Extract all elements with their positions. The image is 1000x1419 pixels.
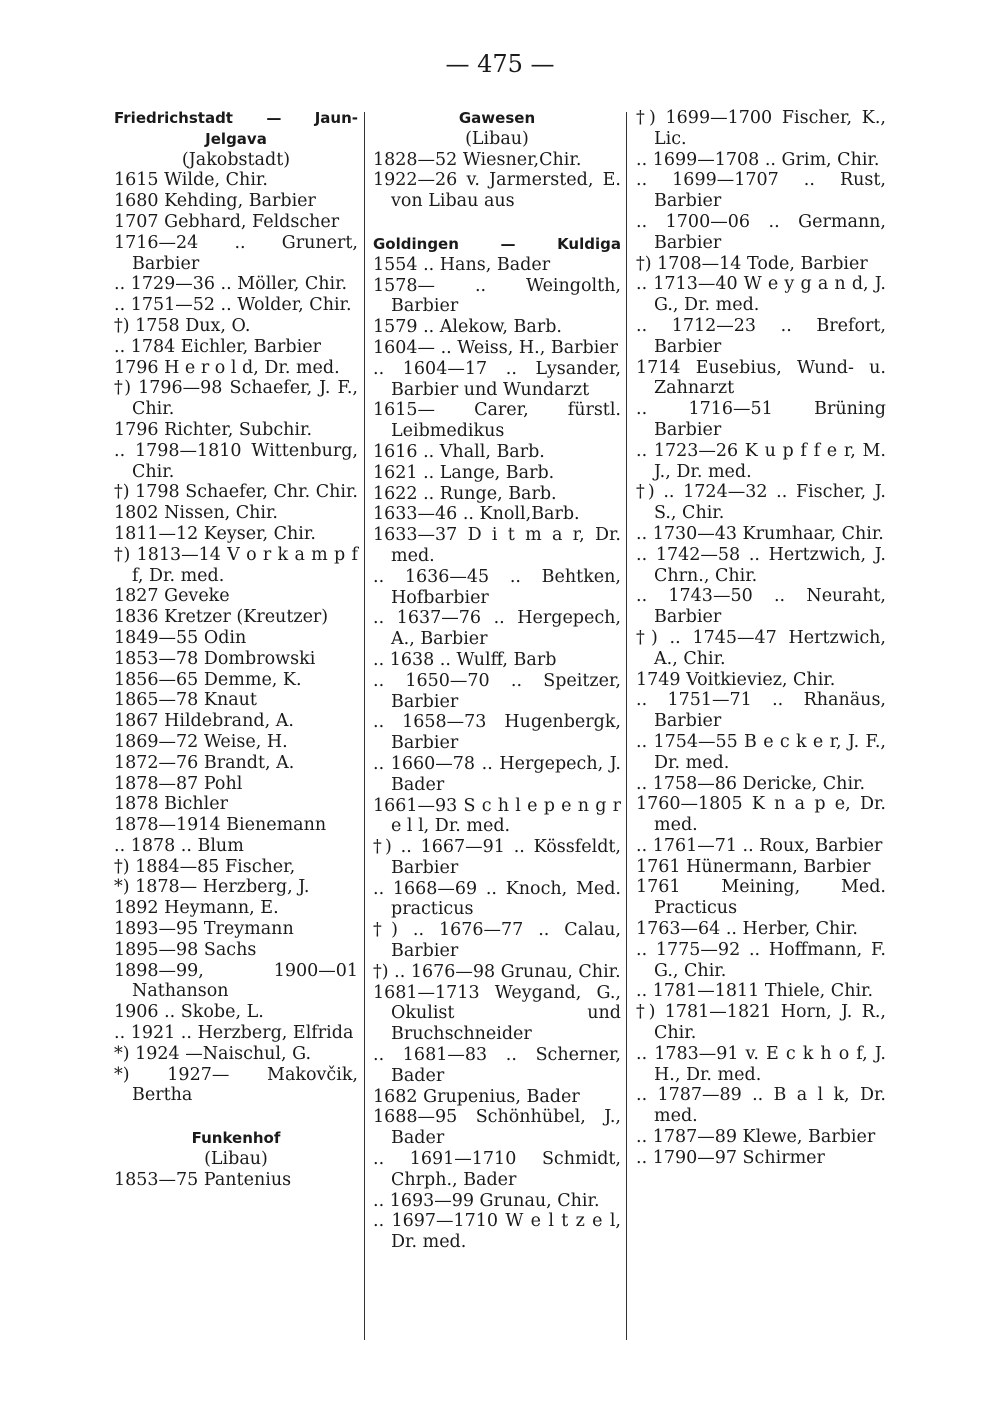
register-entry: .. 1660—78 .. Hergepech, J. Bader [373, 753, 621, 795]
register-entry: †) 1884—85 Fischer, [114, 856, 296, 877]
register-entry: †) 1781—1821 Horn, J. R., Chir. [636, 1002, 886, 1044]
register-entry: .. 1691—1710 Schmidt, Chrph., Bader [373, 1149, 621, 1190]
column-right [636, 108, 886, 1169]
register-entry: †) .. 1745—47 Hertzwich, A., Chir. [636, 627, 886, 669]
register-entry: †) 1758 Dux, O. [114, 315, 251, 336]
register-entry: .. 1781—1811 Thiele, Chir. [636, 981, 874, 1002]
register-entry: †) 1813—14 V o r k a m p f f, Dr. med. [114, 544, 358, 586]
register-entry: 1893—95 Treymann [114, 919, 294, 940]
register-entry: 1828—52 Wiesner,Chir. [373, 149, 582, 170]
register-entry: †) .. 1667—91 .. Kössfeldt, Barbier [373, 837, 621, 878]
register-entry: 1716—24 .. Grunert, Barbier [114, 232, 358, 274]
register-entry: 1763—64 .. Herber, Chir. [636, 919, 858, 940]
page-number: — 475 — [445, 50, 555, 78]
register-entry: 1661—93 S c h l e p e n g r e l l, Dr. med. [373, 795, 621, 837]
register-entry: .. 1699—1708 .. Grim, Chir. [636, 149, 880, 170]
register-entry: 1898—99, 1900—01 Nathanson [114, 960, 358, 1002]
register-entry: .. 1790—97 Schirmer [636, 1147, 825, 1168]
register-entry: 1615— Carer, fürstl. Leibmedikus [373, 400, 621, 442]
section-spacer [114, 1106, 358, 1128]
register-entry: .. 1754—55 B e c k e r, J. F., Dr. med. [636, 731, 886, 773]
register-entry: 1811—12 Keyser, Chir. [114, 523, 316, 544]
section-subheading: (Libau) [204, 1149, 268, 1170]
register-entry: .. 1699—1707 .. Rust, Barbier [636, 170, 886, 212]
register-entry: .. 1775—92 .. Hoffmann, F. G., Chir. [636, 939, 886, 981]
register-entry: .. 1658—73 Hugenbergk, Barbier [373, 712, 621, 754]
register-entry: 1869—72 Weise, H. [114, 731, 288, 752]
register-entry: 1802 Nissen, Chir. [114, 503, 278, 524]
register-entry: †) 1796—98 Schaefer, J. F., Chir. [114, 378, 358, 420]
register-entry: .. 1650—70 .. Speitzer, Barbier [373, 670, 621, 712]
register-entry: 1680 Kehding, Barbier [114, 191, 316, 212]
register-entry: 1796 H e r o l d, Dr. med. [114, 357, 340, 378]
register-entry: .. 1798—1810 Wittenburg, Chir. [114, 440, 358, 482]
register-entry: 1688—95 Schönhübel, J., Bader [373, 1107, 621, 1149]
register-entry: 1892 Heymann, E. [114, 898, 279, 919]
section-subheading: (Jakobstadt) [181, 149, 291, 170]
register-entry: .. 1681—83 .. Scherner, Bader [373, 1045, 621, 1086]
register-entry: 1714 Eusebius, Wund- u. Zahnarzt [636, 357, 886, 399]
register-entry: 1633—37 D i t m a r, Dr. med. [373, 525, 621, 566]
register-entry: 1682 Grupenius, Bader [373, 1086, 580, 1107]
register-entry: 1622 .. Runge, Barb. [373, 483, 557, 504]
register-entry: 1579 .. Alekow, Barb. [373, 317, 562, 338]
section-spacer [373, 212, 621, 234]
register-entry: †) .. 1676—98 Grunau, Chir. [373, 961, 621, 982]
register-entry: .. 1751—71 .. Rhanäus, Barbier [636, 690, 886, 732]
register-entry: .. 1638 .. Wulff, Barb [373, 649, 557, 670]
register-entry: .. 1878 .. Blum [114, 835, 244, 856]
register-entry: .. 1921 .. Herzberg, Elfrida [114, 1023, 354, 1044]
column-left [114, 108, 358, 1191]
section-heading: Gawesen [458, 109, 536, 127]
register-entry: .. 1729—36 .. Möller, Chir. [114, 274, 348, 295]
register-entry: .. 1693—99 Grunau, Chir. [373, 1190, 600, 1211]
register-entry: †) 1699—1700 Fischer, K., Lic. [636, 108, 886, 149]
register-entry: 1878—87 Pohl [114, 773, 243, 794]
register-entry: .. 1787—89 .. B a l k, Dr. med. [636, 1085, 886, 1127]
register-entry: .. 1668—69 .. Knoch, Med. practicus [373, 878, 621, 920]
register-entry: 1616 .. Vhall, Barb. [373, 441, 545, 462]
register-entry: .. 1787—89 Klewe, Barbier [636, 1127, 876, 1148]
column-middle [373, 108, 621, 1253]
register-entry: 1836 Kretzer (Kreutzer) [114, 607, 329, 628]
register-entry: 1856—65 Demme, K. [114, 669, 302, 690]
register-entry: 1681—1713 Weygand, G., Okulist und Bruchschneider [373, 982, 621, 1045]
register-entry: .. 1723—26 K u p f f e r, M. J., Dr. med. [636, 440, 886, 482]
register-entry: *) 1927— Makovčik, Bertha [114, 1064, 358, 1106]
register-entry: *) 1924 —Naischul, G. [114, 1043, 312, 1064]
register-entry: 1922—26 v. Jarmersted, E. von Libau aus [373, 170, 621, 212]
register-entry: 1554 .. Hans, Bader [373, 254, 551, 275]
register-entry: 1615 Wilde, Chir. [114, 170, 268, 191]
section-heading: Friedrichstadt — Jaun- [114, 109, 358, 127]
register-entry: 1578— .. Weingolth, Barbier [373, 275, 621, 317]
column-divider-left [364, 112, 365, 1340]
section-subheading: (Libau) [465, 128, 529, 149]
register-entry: 1849—55 Odin [114, 627, 247, 648]
register-entry: 1878 Bichler [114, 794, 228, 815]
register-entry: .. 1761—71 .. Roux, Barbier [636, 835, 883, 856]
register-entry: .. 1700—06 .. Germann, Barbier [636, 211, 886, 253]
register-entry: .. 1784 Eichler, Barbier [114, 336, 321, 357]
register-entry: .. 1783—91 v. E c k h o f, J. H., Dr. med. [636, 1043, 886, 1085]
register-entry: .. 1636—45 .. Behtken, Hofbarbier [373, 566, 621, 608]
register-entry: .. 1637—76 .. Hergepech, A., Barbier [373, 608, 621, 650]
register-entry: †) 1708—14 Tode, Barbier [636, 253, 868, 274]
register-entry: .. 1712—23 .. Brefort, Barbier [636, 315, 886, 357]
register-entry: 1853—75 Pantenius [114, 1169, 292, 1190]
column-divider-right [626, 112, 627, 1340]
register-entry: †) .. 1676—77 .. Calau, Barbier [373, 920, 621, 962]
register-entry: .. 1758—86 Dericke, Chir. [636, 773, 866, 794]
register-entry: 1827 Geveke [114, 586, 230, 607]
register-entry: 1796 Richter, Subchir. [114, 419, 313, 440]
register-entry: 1853—78 Dombrowski [114, 648, 316, 669]
register-entry: †) .. 1724—32 .. Fischer, J. S., Chir. [636, 482, 886, 524]
section-heading: Jelgava [205, 129, 267, 148]
section-heading: Goldingen — Kuldiga [373, 234, 621, 253]
register-entry: .. 1713—40 W e y g a n d, J. G., Dr. med. [636, 274, 886, 316]
register-entry: .. 1604—17 .. Lysander, Barbier und Wundarzt [373, 358, 621, 400]
register-entry: 1760—1805 K n a p e, Dr. med. [636, 794, 886, 836]
register-entry: 1865—78 Knaut [114, 690, 257, 711]
register-entry: †) 1798 Schaefer, Chr. Chir. [114, 482, 358, 503]
register-entry: 1872—76 Brandt, A. [114, 752, 295, 773]
register-entry: 1895—98 Sachs [114, 939, 257, 960]
register-entry: 1906 .. Skobe, L. [114, 1002, 264, 1023]
register-entry: .. 1742—58 .. Hertzwich, J. Chrn., Chir. [636, 544, 886, 586]
register-entry: 1633—46 .. Knoll,Barb. [373, 504, 580, 525]
register-entry: 1749 Voitkieviez, Chir. [636, 669, 836, 690]
register-entry: .. 1730—43 Krumhaar, Chir. [636, 523, 884, 544]
register-entry: 1867 Hildebrand, A. [114, 711, 294, 732]
register-entry: .. 1716—51 Brüning Barbier [636, 399, 886, 440]
register-entry: .. 1697—1710 W e l t z e l, Dr. med. [373, 1211, 621, 1253]
register-entry: .. 1751—52 .. Wolder, Chir. [114, 295, 352, 316]
register-entry: 1621 .. Lange, Barb. [373, 462, 555, 483]
register-entry: 1878—1914 Bienemann [114, 815, 327, 836]
register-entry: 1604— .. Weiss, H., Barbier [373, 337, 619, 358]
register-entry: 1761 Meining, Med. Practicus [636, 877, 886, 919]
register-entry: 1761 Hünermann, Barbier [636, 856, 871, 877]
section-heading: Funkenhof [191, 1129, 281, 1148]
register-entry: 1707 Gebhard, Feldscher [114, 211, 340, 232]
register-entry: *) 1878— Herzberg, J. [114, 877, 310, 898]
register-entry: .. 1743—50 .. Neuraht, Barbier [636, 586, 886, 628]
